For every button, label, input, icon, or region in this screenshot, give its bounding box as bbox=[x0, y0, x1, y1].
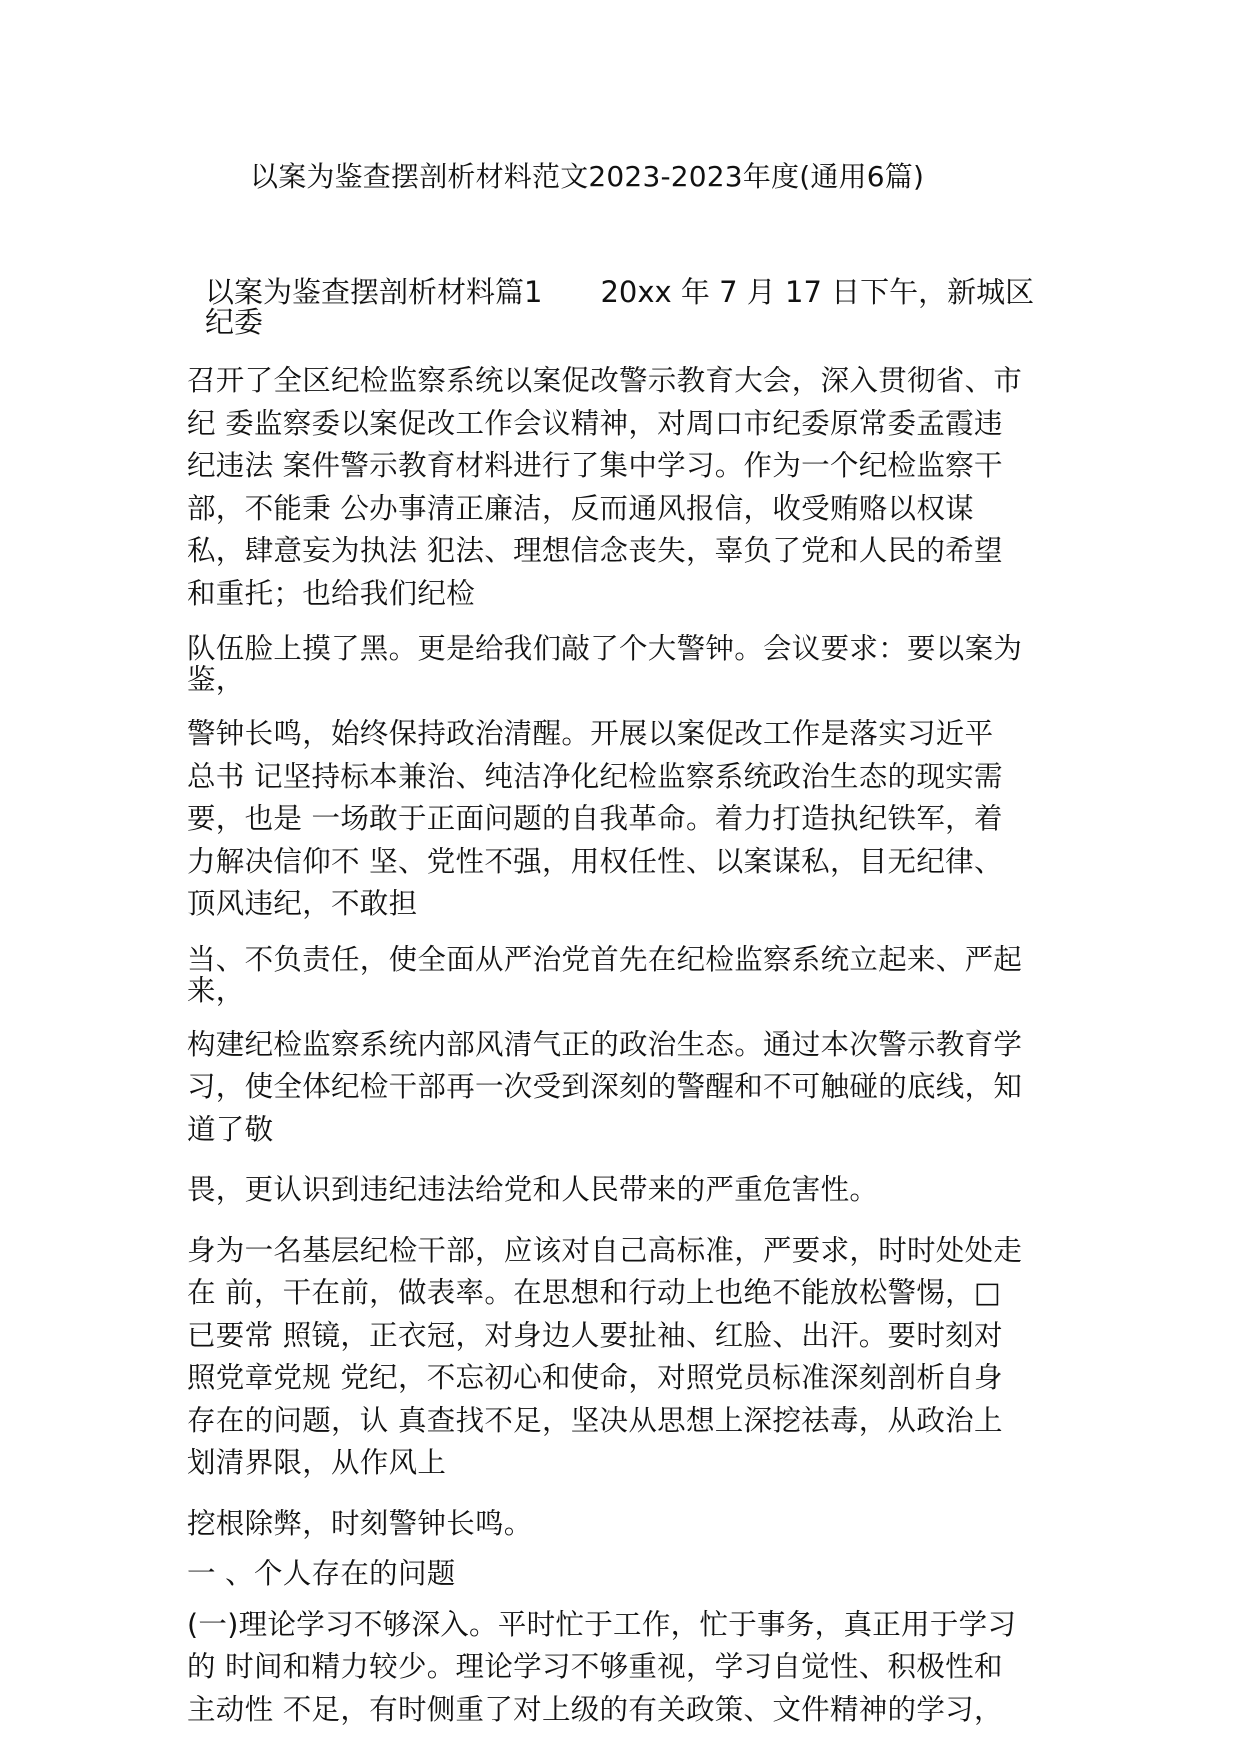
paragraph-2 bbox=[187, 633, 1067, 695]
paragraph-line: 部，不能秉 公办事清正廉洁，反而通风报信，收受贿赂以权谋 bbox=[187, 491, 974, 525]
paragraph-line: 总书 记坚持标本兼治、纯洁净化纪检监察系统政治生态的现实需 bbox=[187, 759, 1003, 793]
paragraph-line: 挖根除弊，时刻警钟长鸣。 bbox=[187, 1506, 533, 1540]
paragraph-line: 纪违法 案件警示教育材料进行了集中学习。作为一个纪检监察干 bbox=[187, 449, 1003, 482]
paragraph-line: 要，也是 一场敢于正面问题的自我革命。着力打造执纪铁军，着 bbox=[187, 802, 1003, 835]
paragraph-line: 道了敬 bbox=[187, 1112, 274, 1146]
paragraph-line: 顶风违纪，不敢担 bbox=[187, 887, 418, 920]
paragraph-line: 在 前，干在前，做表率。在思想和行动上也绝不能放松警惕，□ bbox=[187, 1276, 1002, 1309]
document-body bbox=[187, 360, 1067, 1731]
section-heading-line-2: 纪委 bbox=[205, 305, 264, 339]
section-heading-line-1: 以案为鉴查摆剖析材料篇1 20xx 年 7 月 17 日下午，新城区 bbox=[205, 275, 1035, 309]
paragraph-line: 召开了全区纪检监察系统以案促改警示教育大会，深入贯彻省、市 bbox=[187, 364, 1023, 397]
paragraph-line: 的 时间和精力较少。理论学习不够重视，学习自觉性、积极性和 bbox=[187, 1650, 1003, 1683]
paragraph-line: (一)理论学习不够深入。平时忙于工作，忙于事务，真正用于学习 bbox=[187, 1607, 1017, 1641]
paragraph-line: 和重托；也给我们纪检 bbox=[187, 576, 476, 610]
paragraph-line: 当、不负责任，使全面从严治党首先在纪检监察系统立起来、严起 bbox=[187, 942, 1023, 976]
paragraph-line: 照党章党规 党纪，不忘初心和使命，对照党员标准深刻剖析自身 bbox=[187, 1361, 1003, 1394]
section-title bbox=[187, 1553, 1067, 1596]
document-title: 以案为鉴查摆剖析材料范文2023-2023年度(通用6篇) bbox=[250, 160, 925, 193]
paragraph-line: 警钟长鸣，始终保持政治清醒。开展以案促改工作是落实习近平 bbox=[187, 717, 994, 750]
paragraph-line: 来， bbox=[187, 973, 245, 1007]
paragraph-line: 畏，更认识到违纪违法给党和人民带来的严重危害性。 bbox=[187, 1173, 879, 1206]
paragraph-3 bbox=[187, 713, 1067, 926]
paragraph-line: 纪 委监察委以案促改工作会议精神，对周口市纪委原常委孟霞违 bbox=[187, 406, 1003, 440]
paragraph-line: 鉴， bbox=[187, 663, 245, 696]
paragraph-line: 主动性 不足，有时侧重了对上级的有关政策、文件精神的学习， bbox=[187, 1692, 1003, 1726]
paragraph-7 bbox=[187, 1230, 1067, 1485]
paragraph-line: 划清界限，从作风上 bbox=[187, 1446, 447, 1479]
paragraph-5 bbox=[187, 1024, 1067, 1152]
paragraph-line: 队伍脸上摸了黑。更是给我们敲了个大警钟。会议要求：要以案为 bbox=[187, 632, 1023, 665]
paragraph-line: 私，肆意妄为执法 犯法、理想信念丧失，辜负了党和人民的希望 bbox=[187, 534, 1003, 567]
paragraph-8 bbox=[187, 1503, 1067, 1546]
paragraph-9 bbox=[187, 1604, 1067, 1732]
paragraph-line: 习，使全体纪检干部再一次受到深刻的警醒和不可触碰的底线，知 bbox=[187, 1070, 1023, 1103]
paragraph-4 bbox=[187, 944, 1067, 1006]
paragraph-line: 构建纪检监察系统内部风清气正的政治生态。通过本次警示教育学 bbox=[187, 1027, 1023, 1061]
section-title-text: 一 、个人存在的问题 bbox=[187, 1557, 456, 1590]
paragraph-line: 身为一名基层纪检干部，应该对自己高标准，严要求，时时处处走 bbox=[187, 1233, 1023, 1267]
section-heading bbox=[205, 277, 1055, 337]
paragraph-line: 存在的问题，认 真查找不足，坚决从思想上深挖祛毒，从政治上 bbox=[187, 1403, 1003, 1437]
paragraph-line: 已要常 照镜，正衣冠，对身边人要扯袖、红脸、出汗。要时刻对 bbox=[187, 1318, 1003, 1352]
paragraph-line: 力解决信仰不 坚、党性不强，用权任性、以案谋私，目无纪律、 bbox=[187, 844, 1003, 878]
paragraph-1 bbox=[187, 360, 1067, 615]
paragraph-6 bbox=[187, 1169, 1067, 1212]
